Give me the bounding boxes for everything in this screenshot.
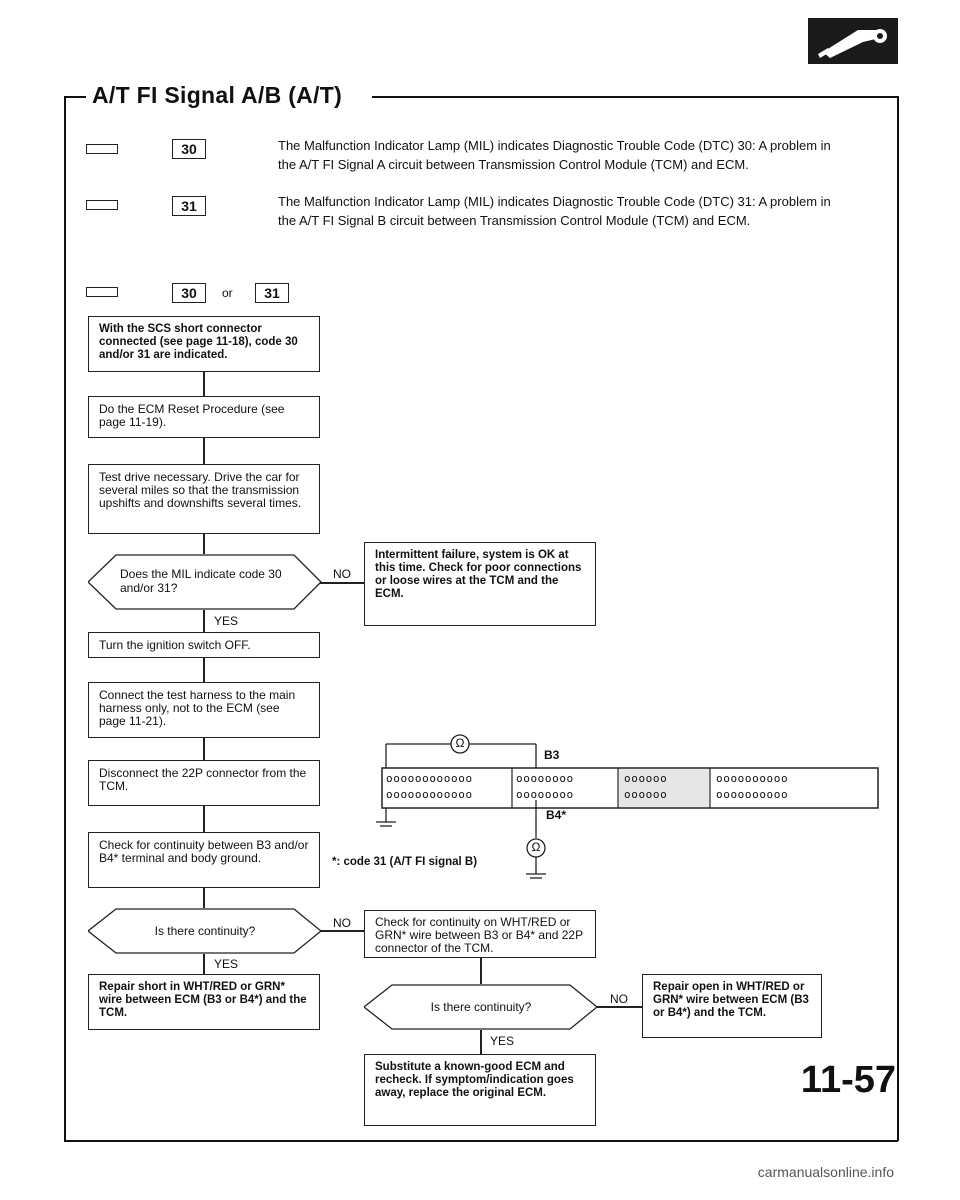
dtc-30-line1: The Malfunction Indicator Lamp (MIL) indicates Diagnostic Trouble Code (DTC) 30: A problem in (278, 138, 831, 153)
connector-pins: oooooo (624, 788, 668, 801)
step-check-wire: Check for continuity on WHT/RED or GRN* wire between B3 or B4* and 22P connector of the TCM. (364, 910, 596, 958)
connector-line (203, 438, 205, 464)
connector-line (320, 930, 364, 932)
step-scs-connected: With the SCS short connector connected (see page 11-18), code 30 and/or 31 are indicated. (88, 316, 320, 372)
connector-line (203, 954, 205, 974)
no-label: NO (333, 567, 351, 581)
connector-pins: oooooo (624, 772, 668, 785)
page-title: A/T FI Signal A/B (A/T) (92, 82, 343, 108)
dtc-31-line1: The Malfunction Indicator Lamp (MIL) indicates Diagnostic Trouble Code (DTC) 31: A problem in (278, 194, 831, 209)
frame-top-left (64, 96, 86, 98)
connector-pins: oooooooo (516, 772, 574, 785)
no-label: NO (610, 992, 628, 1006)
connector-line (203, 534, 205, 554)
connector-line (203, 738, 205, 760)
dtc-30-description (278, 136, 898, 174)
step-connect-harness: Connect the test harness to the main harness only, not to the ECM (see page 11-21). (88, 682, 320, 738)
connector-line (203, 658, 205, 682)
connector-line (320, 582, 364, 584)
mil-lamp-icon (86, 287, 118, 297)
ohm-icon: Ω (531, 840, 541, 854)
mil-lamp-icon (86, 200, 118, 210)
frame-left (64, 96, 66, 1141)
connector-line (203, 610, 205, 632)
decision-mil-code: Does the MIL indicate code 30 and/or 31? (120, 567, 282, 595)
connector-pins: oooooooooooo (386, 788, 473, 801)
result-repair-short: Repair short in WHT/RED or GRN* wire between ECM (B3 or B4*) and the TCM. (88, 974, 320, 1030)
yes-label: YES (490, 1034, 515, 1048)
result-substitute-ecm: Substitute a known-good ECM and recheck. If symptom/indication goes away, replace the original ECM. (364, 1054, 596, 1126)
yes-label: YES (214, 614, 239, 628)
mil-lamp-icon (86, 144, 118, 154)
diagram-footnote: *: code 31 (A/T FI signal B) (332, 856, 478, 868)
decision-continuity-2: Is there continuity? (430, 1000, 532, 1014)
decision-continuity-1: Is there continuity? (154, 924, 256, 938)
frame-bottom (64, 1140, 898, 1142)
dtc-code-badge: 30 (172, 139, 206, 159)
connector-line (203, 372, 205, 396)
yes-label: YES (214, 957, 239, 971)
watermark: carmanualsonline.info (757, 1164, 894, 1180)
terminal-b4-label: B4* (546, 808, 567, 822)
result-repair-open: Repair open in WHT/RED or GRN* wire between ECM (B3 or B4*) and the TCM. (642, 974, 822, 1038)
dtc-31-line2: the A/T FI Signal B circuit between Transmission Control Module (TCM) and ECM. (278, 213, 751, 228)
dtc-code-badge: 30 (172, 283, 206, 303)
step-check-continuity: Check for continuity between B3 and/or B4* terminal and body ground. (88, 832, 320, 888)
page-number: 11-57 (800, 1059, 896, 1101)
connector-pins: oooooooo (516, 788, 574, 801)
step-test-drive: Test drive necessary. Drive the car for several miles so that the transmission upshifts and downshifts several times. (88, 464, 320, 534)
dtc-31-description (278, 192, 898, 230)
frame-top-right (372, 96, 898, 98)
connector-line (203, 888, 205, 908)
step-ignition-off: Turn the ignition switch OFF. (88, 632, 320, 658)
connector-pins: oooooooooo (716, 788, 789, 801)
step-ecm-reset: Do the ECM Reset Procedure (see page 11-19). (88, 396, 320, 438)
fuel-injector-tab-icon (808, 18, 898, 64)
dtc-code-badge: 31 (255, 283, 289, 303)
frame-right (897, 96, 899, 1141)
ohm-icon: Ω (455, 736, 465, 750)
connector-line (480, 958, 482, 984)
connector-line (480, 1030, 482, 1054)
terminal-b3-label: B3 (544, 748, 560, 762)
connector-line (203, 806, 205, 832)
connector-pins: oooooooooooo (386, 772, 473, 785)
connector-pins: oooooooooo (716, 772, 789, 785)
step-disconnect-22p: Disconnect the 22P connector from the TCM. (88, 760, 320, 806)
result-intermittent: Intermittent failure, system is OK at this time. Check for poor connections or loose wires at the TCM and the ECM. (364, 542, 596, 626)
or-label: or (222, 286, 233, 300)
no-label: NO (333, 916, 351, 930)
connector-line (596, 1006, 642, 1008)
dtc-code-badge: 31 (172, 196, 206, 216)
dtc-30-line2: the A/T FI Signal A circuit between Transmission Control Module (TCM) and ECM. (278, 157, 749, 172)
